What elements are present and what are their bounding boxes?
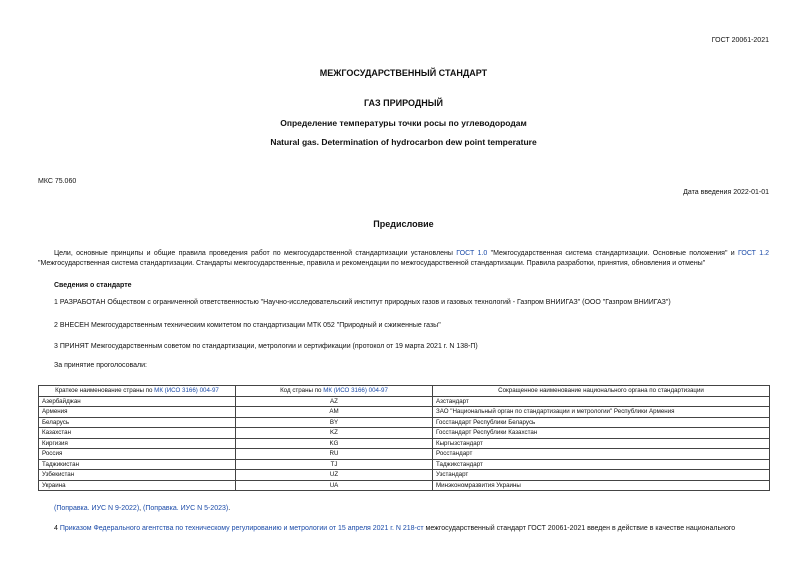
body-cell: Росстандарт — [433, 449, 770, 460]
country-cell: Беларусь — [39, 417, 236, 428]
amendment-link-1[interactable]: (Поправка. ИУС N 9-2022) — [54, 505, 140, 512]
amendment-separator: , — [139, 505, 144, 512]
table-row — [39, 480, 770, 491]
country-cell: Украина — [39, 480, 236, 491]
country-cell: Азербайджан — [39, 396, 236, 407]
table-row — [39, 449, 770, 460]
table-row — [39, 470, 770, 481]
voting-countries-table — [38, 385, 770, 491]
amendment-end: . — [228, 505, 231, 512]
voted-intro: За принятие проголосовали: — [54, 362, 147, 369]
standard-type-title: МЕЖГОСУДАРСТВЕННЫЙ СТАНДАРТ — [319, 68, 488, 78]
body-cell: Узстандарт — [433, 470, 770, 481]
info-item-developed: 1 РАЗРАБОТАН Обществом с ограниченной ответственностью "Научно-исследовательский институт природных газов и газовых технологий - Газпром ВНИИГАЗ" (ООО "Газпром ВНИИГАЗ") — [54, 299, 671, 306]
header-national-body: Сокращенное наименование национального органа по стандартизации — [433, 386, 770, 397]
foreword-paragraph — [38, 249, 769, 269]
table-row — [39, 459, 770, 470]
table-row — [39, 428, 770, 439]
table-row — [39, 438, 770, 449]
body-cell: Госстандарт Республики Беларусь — [433, 417, 770, 428]
body-cell: Минэкономразвития Украины — [433, 480, 770, 491]
table-row — [39, 407, 770, 418]
code-cell: RU — [236, 449, 433, 460]
document-code: ГОСТ 20061-2021 — [711, 37, 769, 44]
code-cell: KZ — [236, 428, 433, 439]
gost-1-2-link[interactable]: ГОСТ 1.2 — [738, 250, 769, 257]
amendment-link-2[interactable]: (Поправка. ИУС N 5-2023) — [143, 505, 229, 512]
code-cell: BY — [236, 417, 433, 428]
header-code-text: Код страны по — [280, 387, 324, 394]
item4-text: межгосударственный стандарт ГОСТ 20061-2021 введен в действие в качестве национального — [423, 525, 736, 532]
amendments-line — [54, 505, 230, 512]
mk-iso-link[interactable]: МК (ИСО 3166) 004-97 — [154, 387, 219, 394]
foreword-heading: Предисловие — [373, 219, 434, 229]
body-cell: Госстандарт Республики Казахстан — [433, 428, 770, 439]
paragraph-text-a: Цели, основные принципы и общие правила проведения работ по межгосударственной стандартизации установлены — [54, 250, 457, 257]
code-cell: UZ — [236, 470, 433, 481]
title-russian: Определение температуры точки росы по углеводородам — [280, 118, 527, 128]
country-cell: Узбекистан — [39, 470, 236, 481]
code-cell: AZ — [236, 396, 433, 407]
code-cell: AM — [236, 407, 433, 418]
header-country-name — [39, 386, 236, 397]
body-cell: ЗАО "Национальный орган по стандартизации и метрологии" Республики Армения — [433, 407, 770, 418]
intro-date: Дата введения 2022-01-01 — [683, 189, 769, 196]
paragraph-text-b: "Межгосударственная система стандартизации. Основные положения" и — [487, 250, 738, 257]
order-link[interactable]: Приказом Федерального агентства по техническому регулированию и метрологии от 15 апреля 2021 г. N 218-ст — [59, 525, 424, 532]
country-cell: Казахстан — [39, 428, 236, 439]
country-cell: Таджикистан — [39, 459, 236, 470]
gost-1-0-link[interactable]: ГОСТ 1.0 — [456, 250, 488, 257]
header-country-text: Краткое наименование страны по — [55, 387, 155, 394]
country-cell: Армения — [39, 407, 236, 418]
table-header-row — [39, 386, 770, 397]
item4-number: 4 — [54, 525, 60, 532]
code-cell: KG — [236, 438, 433, 449]
info-heading: Сведения о стандарте — [54, 282, 132, 289]
subject-title: ГАЗ ПРИРОДНЫЙ — [363, 98, 444, 108]
mk-iso-link[interactable]: МК (ИСО 3166) 004-97 — [323, 387, 388, 394]
mks-code: МКС 75.060 — [38, 178, 77, 185]
info-item-introduced: 2 ВНЕСЕН Межгосударственным техническим комитетом по стандартизации МТК 052 "Природный и сжиженные газы" — [54, 322, 441, 329]
code-cell: TJ — [236, 459, 433, 470]
body-cell: Кыргызстандарт — [433, 438, 770, 449]
info-item-adopted: 3 ПРИНЯТ Межгосударственным советом по стандартизации, метрологии и сертификации (протокол от 19 марта 2021 г. N 138-П) — [54, 343, 478, 350]
info-item-enacted — [54, 525, 769, 532]
body-cell: Таджикстандарт — [433, 459, 770, 470]
table-row — [39, 417, 770, 428]
title-english: Natural gas. Determination of hydrocarbon dew point temperature — [270, 137, 537, 147]
country-cell: Киргизия — [39, 438, 236, 449]
code-cell: UA — [236, 480, 433, 491]
body-cell: Азстандарт — [433, 396, 770, 407]
paragraph-text-c: "Межгосударственная система стандартизации. Стандарты межгосударственные, правила и рекомендации по межгосударственной стандартизации. Правила разработки, принятия, обновления и отмены" — [38, 260, 706, 267]
header-country-code — [236, 386, 433, 397]
country-cell: Россия — [39, 449, 236, 460]
table-row — [39, 396, 770, 407]
